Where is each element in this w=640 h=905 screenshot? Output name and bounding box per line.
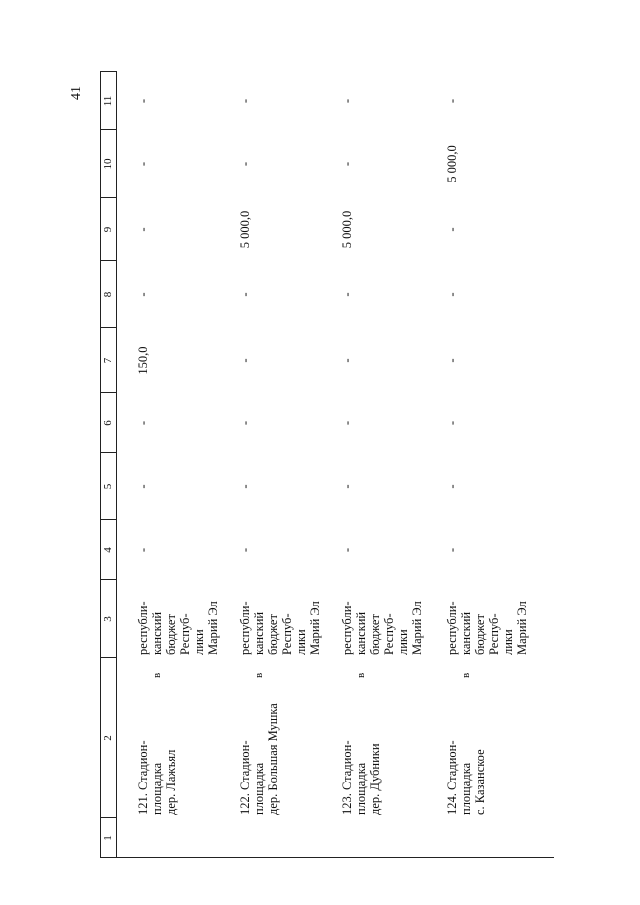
cell-col5: - (136, 484, 150, 489)
funding-source: республи- канский бюджет Респуб- лики Марий Эл (238, 601, 322, 655)
cell-col7: 150,0 (136, 346, 150, 375)
cell-col10: - (238, 161, 252, 167)
cell-col4: - (445, 547, 459, 553)
column-header-1: 1 (102, 835, 114, 841)
page-number: 41 (69, 86, 84, 100)
name-suffix: в (151, 672, 163, 678)
cell-col6: - (445, 420, 459, 426)
column-header-2: 2 (102, 735, 114, 741)
object-name: 123. Стадион- площадка дер. Дубники (340, 740, 382, 815)
object-name: 124. Стадион- площадка с. Казанское (445, 740, 487, 815)
column-header-4: 4 (102, 547, 114, 553)
column-header-10: 10 (102, 158, 114, 170)
name-suffix: в (355, 672, 367, 678)
column-header-11: 11 (102, 95, 114, 107)
cell-col5: - (445, 484, 459, 489)
cell-col4: - (340, 547, 354, 553)
cell-col9: 5 000,0 (340, 210, 354, 249)
cell-col8: - (340, 292, 354, 297)
column-header-9: 9 (102, 226, 114, 233)
cell-col9: 5 000,0 (238, 210, 252, 249)
cell-col8: - (136, 292, 150, 297)
cell-col6: - (238, 420, 252, 426)
funding-source: республи- канский бюджет Респуб- лики Марий Эл (340, 601, 424, 655)
cell-col8: - (238, 292, 252, 297)
cell-col4: - (238, 547, 252, 553)
header-bottom-rule (116, 71, 117, 858)
name-suffix: в (460, 672, 472, 678)
object-name: 121. Стадион- площадка дер. Лажъял (136, 740, 178, 815)
funding-source: республи- канский бюджет Респуб- лики Марий Эл (136, 601, 220, 655)
funding-source: республи- канский бюджет Респуб- лики Марий Эл (445, 601, 529, 655)
cell-col10: 5 000,0 (445, 145, 459, 183)
cell-col5: - (238, 484, 252, 489)
column-header-7: 7 (102, 357, 114, 364)
budget-table (100, 71, 554, 858)
column-header-6: 6 (102, 420, 114, 426)
cell-col7: - (340, 358, 354, 363)
object-name: 122. Стадион- площадка дер. Большая Мушка (238, 703, 280, 815)
cell-col10: - (136, 161, 150, 167)
column-header-5: 5 (102, 483, 114, 490)
column-header-8: 8 (102, 291, 114, 298)
cell-col4: - (136, 547, 150, 553)
cell-col11: - (238, 98, 252, 104)
cell-col10: - (340, 161, 354, 167)
cell-col11: - (136, 98, 150, 104)
cell-col8: - (445, 292, 459, 297)
cell-col7: - (445, 358, 459, 363)
cell-col9: - (445, 227, 459, 232)
row-boundary (100, 857, 554, 858)
cell-col6: - (340, 420, 354, 426)
table-border-top (100, 71, 101, 858)
column-header-3: 3 (102, 616, 114, 622)
cell-col9: - (136, 227, 150, 232)
cell-col7: - (238, 358, 252, 363)
cell-col11: - (445, 98, 459, 104)
cell-col11: - (340, 98, 354, 104)
name-suffix: в (253, 672, 265, 678)
cell-col5: - (340, 484, 354, 489)
cell-col6: - (136, 420, 150, 426)
